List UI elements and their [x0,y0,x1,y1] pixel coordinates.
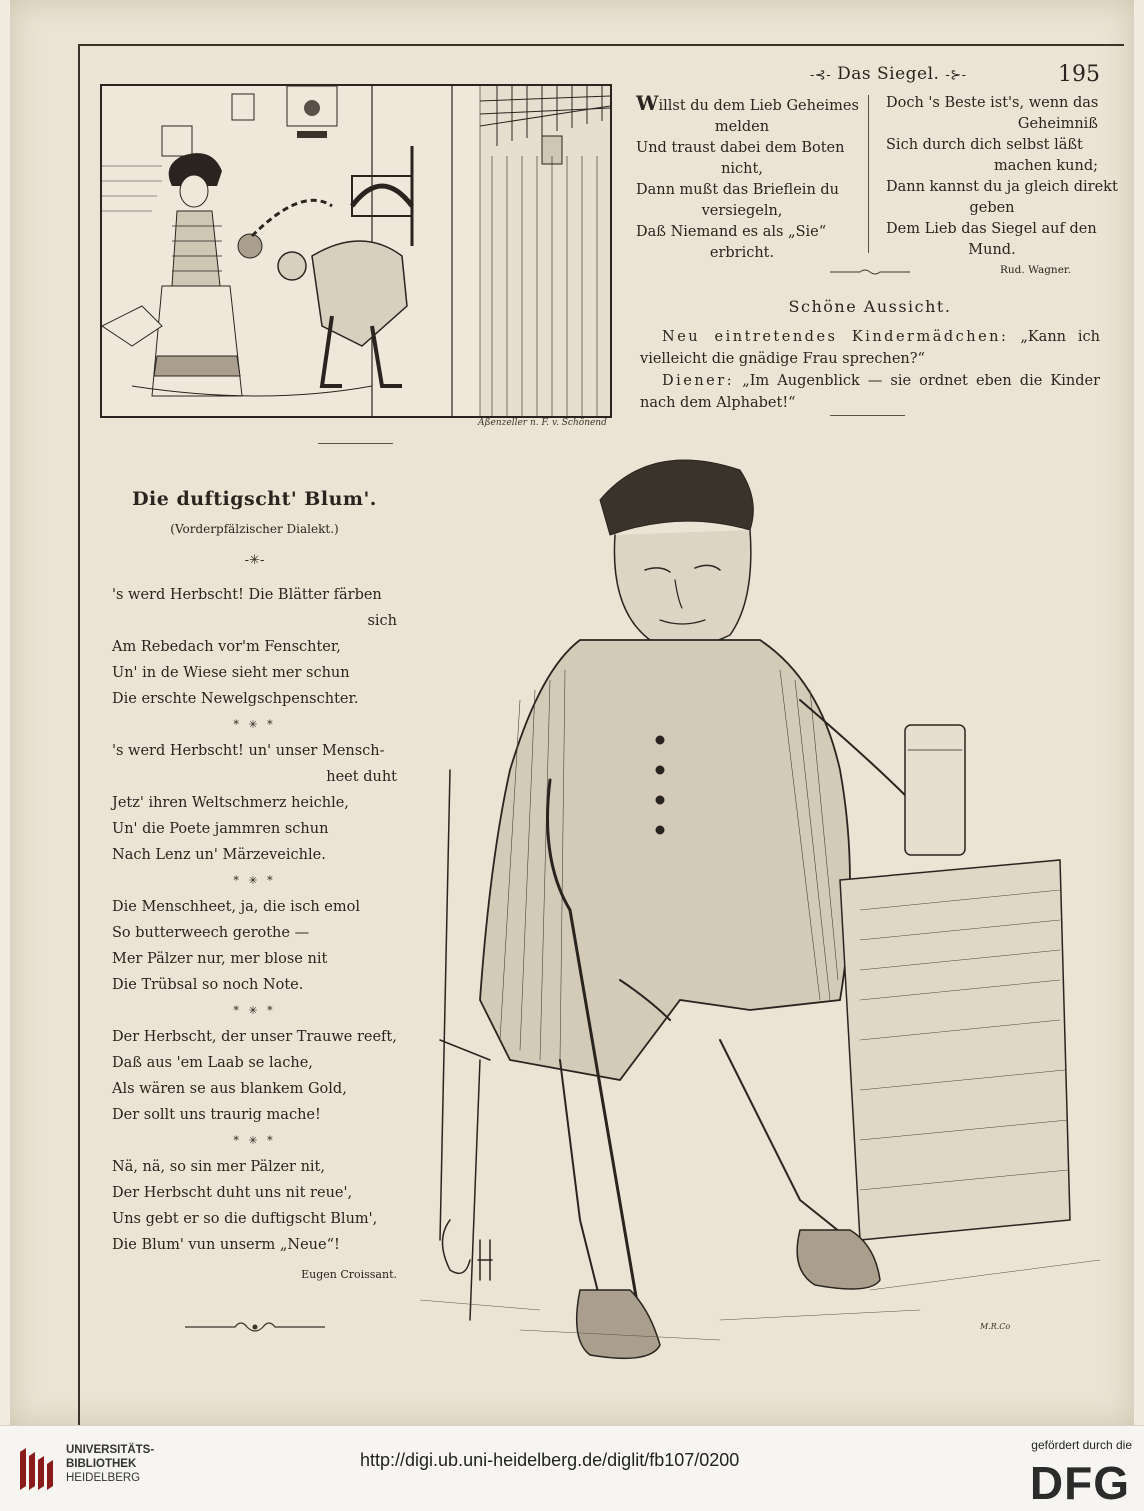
anecdote-paragraph [640,370,1100,414]
knight-cartoon-drawing [102,86,610,416]
poem-line: heet duht [326,769,397,785]
poem-line: So butterweech gerothe — [112,925,310,941]
funding-label: gefördert durch die [1031,1438,1132,1452]
stanza [112,582,397,712]
stanza-separator-icon: * ✳ * [233,1134,276,1147]
poem-line: Mund. [968,242,1016,258]
poem-line: 's werd Herbscht! un' unser Mensch- [112,743,385,759]
poem-line: Der Herbscht duht uns nit reue', [112,1185,353,1201]
poem-author: Eugen Croissant. [301,1268,397,1281]
poem-line: geben [969,200,1015,216]
stanza [112,738,397,868]
poem-line: melden [714,119,770,135]
poem-line: Die Blum' vun unserm „Neue“! [112,1237,340,1253]
seated-old-man-illustration [420,440,1120,1390]
end-flourish-icon [112,1318,397,1344]
poem-line: Geheimniß [1017,116,1098,132]
footer-bar [0,1425,1144,1511]
poem-line: Nä, nä, so sin mer Pälzer nit, [112,1159,325,1175]
drop-cap: W [636,91,659,115]
ornament-right-icon: -⊱- [945,68,967,83]
stanza-separator-icon: * ✳ * [233,874,276,887]
poem-line: Mer Pälzer nur, mer blose nit [112,951,328,967]
speaker: Neu eintretendes Kindermädchen: [662,329,1009,345]
poem-line: Der Herbscht, der unser Trauwe reeft, [112,1029,397,1045]
poem-column-left [636,91,859,264]
permalink-url[interactable]: http://digi.ub.uni-heidelberg.de/diglit/fb107/0200 [360,1450,740,1470]
poem-line: Jetz' ihren Weltschmerz heichle, [112,795,349,811]
ornament-left-icon: -⊰- [810,68,832,83]
stanza-separator-icon: * ✳ * [233,1004,276,1017]
poem-column-right [886,93,1118,261]
poem-line [636,91,859,117]
dialogue: „Kann ich vielleicht die gnädige Frau sprechen?“ [640,329,1100,367]
poem-line: erbricht. [709,245,775,261]
poem-line: Daß aus 'em Laab se lache, [112,1055,313,1071]
poem-line: Uns gebt er so die duftigscht Blum', [112,1211,378,1227]
poem-line: Dann kannst du ja gleich direkt [886,179,1118,195]
poem-line: Die Trübsal so noch Note. [112,977,304,993]
poem-title: Die duftigscht' Blum'. [132,488,377,510]
poem-line: Der sollt uns traurig mache! [112,1107,321,1123]
star-ornament-icon: -✳- [244,553,265,568]
poem-line: Die Menschheet, ja, die isch emol [112,899,360,915]
dfg-logo[interactable]: DFG [1029,1457,1130,1509]
top-rule [78,44,1124,46]
poem-line: machen kund; [993,158,1098,174]
poem-subtitle: (Vorderpfälzischer Dialekt.) [170,522,339,536]
anecdote-paragraph [640,326,1100,370]
running-header [630,62,1100,88]
poem-line: Am Rebedach vor'm Fenschter, [112,639,341,655]
dialogue: „Im Augenblick — sie ordnet eben die Kinder nach dem Alphabet!“ [640,373,1101,411]
poem-author: Rud. Wagner. [1000,264,1072,276]
poem-line-text: illst du dem Lieb Geheimes [658,98,859,114]
poem-line: Un' in de Wiese sieht mer schun [112,665,350,681]
poem-line: Dem Lieb das Siegel auf den [886,221,1097,237]
poem-line: Nach Lenz un' Märzeveichle. [112,847,326,863]
knight-cartoon-illustration [100,84,612,418]
stanza [112,894,397,998]
poem-line: Die erschte Newelgschpenschter. [112,691,359,707]
library-name-line: UNIVERSITÄTS- [66,1444,155,1456]
page-number: 195 [1058,62,1100,87]
stanza [112,1154,397,1258]
stanza-separator-icon: * ✳ * [233,718,276,731]
poem-line: Und traust dabei dem Boten [636,140,845,156]
stanza [112,1024,397,1128]
running-title [810,64,967,84]
poem-line: Un' die Poete jammren schun [112,821,329,837]
flourish-ornament-icon [830,268,910,276]
anecdote-schoene-aussicht [640,296,1100,414]
poem-line: nicht, [721,161,763,177]
poem-line: Doch 's Beste ist's, wenn das [886,95,1099,111]
anecdote-title: Schöne Aussicht. [788,297,952,316]
end-flourish-drawing [185,1319,325,1335]
illustration-signature: Aßenzeller n. F. v. Schönend [478,418,607,428]
poem-line: sich [367,613,397,629]
poem-line: 's werd Herbscht! Die Blätter färben [112,587,382,603]
illustration-signature: M.R.Co [980,1322,1011,1331]
column-divider [868,95,869,253]
poem-line: versiegeln, [701,203,783,219]
poem-line: Daß Niemand es als „Sie“ [636,224,827,240]
library-name-line: BIBLIOTHEK [66,1458,137,1470]
poem-das-siegel [636,91,1118,283]
poem-line: Dann mußt das Brieflein du [636,182,840,198]
speaker: Diener: [662,373,735,389]
section-rule [830,415,905,416]
university-library-logo-icon[interactable] [16,1442,60,1494]
poem-duftigscht-blum [112,440,397,1344]
poem-line: Sich durch dich selbst läßt [886,137,1083,153]
running-title-text: Das Siegel. [837,64,940,84]
library-name-line: HEIDELBERG [66,1472,141,1484]
library-name[interactable] [66,1443,154,1485]
poem-line: Als wären se aus blankem Gold, [112,1081,347,1097]
